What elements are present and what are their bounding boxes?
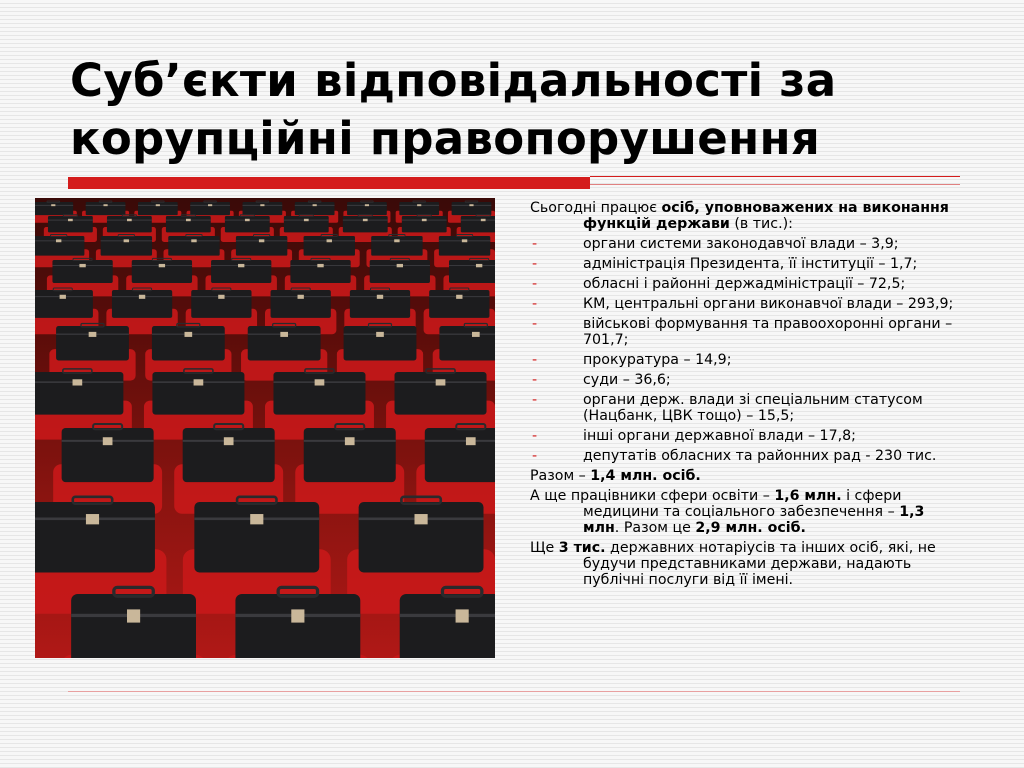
briefcase-handle [204, 201, 217, 202]
briefcase [425, 428, 495, 482]
briefcase-clasp [73, 379, 83, 385]
briefcase-clasp [103, 437, 113, 445]
briefcase-clasp [298, 295, 304, 299]
bullet-dash: - [532, 276, 538, 292]
briefcase-clasp [315, 379, 325, 385]
intro-paragraph [530, 200, 960, 232]
intro-tail: (в тис.): [729, 216, 793, 232]
briefcase-clasp [60, 295, 66, 299]
total-value: 1,4 млн. осіб. [590, 468, 701, 484]
notaries-paragraph [530, 540, 960, 588]
officials-list [530, 236, 960, 464]
list-item-text: прокуратура – 14,9; [583, 352, 732, 368]
notaries-text-2: державних нотаріусів та інших осіб, які, не будучи представниками держави, надають публічні послуги від її імені. [583, 540, 936, 588]
list-item [530, 276, 960, 292]
briefcase-clasp [345, 437, 355, 445]
briefcase-clasp [415, 514, 428, 524]
medicine-count: 1,3 млн [583, 504, 925, 536]
briefcases-on-seats-photo [35, 198, 495, 658]
list-item [530, 296, 960, 312]
list-item [530, 352, 960, 368]
briefcase-clasp [436, 379, 446, 385]
briefcase [359, 502, 484, 573]
briefcase-clasp [208, 204, 212, 206]
briefcase-clasp [260, 204, 264, 206]
briefcase [304, 236, 355, 256]
briefcase-clasp [156, 204, 160, 206]
briefcase [183, 428, 275, 482]
list-item [530, 256, 960, 272]
briefcase-clasp [462, 239, 467, 242]
briefcase-handle [256, 201, 269, 202]
briefcase [343, 216, 388, 232]
briefcase [295, 202, 335, 215]
briefcase [166, 216, 211, 232]
bullet-dash: - [532, 352, 538, 368]
briefcase-handle [361, 201, 374, 202]
footer-rule [68, 691, 960, 692]
bullet-dash: - [532, 296, 538, 312]
briefcase-clasp [185, 332, 193, 337]
briefcase [449, 260, 495, 283]
briefcase-clasp [127, 219, 132, 221]
briefcase [461, 216, 495, 232]
education-count: 1,6 млн. [774, 488, 842, 504]
briefcase-clasp [422, 219, 427, 221]
briefcase [86, 202, 126, 215]
briefcase-flap [425, 440, 495, 442]
briefcase [284, 216, 329, 232]
briefcase-clasp [476, 264, 482, 267]
slide-body [530, 200, 960, 592]
briefcase [35, 236, 84, 256]
briefcase-flap [449, 265, 495, 266]
list-item [530, 428, 960, 444]
briefcase-clasp [139, 295, 145, 299]
briefcase-clasp [245, 219, 250, 221]
briefcase-handle [413, 201, 426, 202]
briefcase-flap [461, 220, 495, 221]
briefcase-clasp [376, 332, 384, 337]
briefcase-clasp [481, 219, 486, 221]
briefcase [48, 216, 93, 232]
title-underline-thin-bottom [590, 184, 960, 185]
notaries-count: 3 тис. [558, 540, 606, 556]
briefcase-clasp [238, 264, 244, 267]
briefcase [225, 216, 270, 232]
briefcase-handle [308, 201, 321, 202]
briefcase-clasp [86, 514, 99, 524]
briefcase [429, 290, 489, 318]
bullet-dash: - [532, 448, 538, 464]
slide-title-line-1: Суб’єкти відповідальності за [70, 54, 837, 107]
briefcase-clasp [89, 332, 97, 337]
briefcase [35, 290, 93, 318]
briefcase-clasp [124, 239, 129, 242]
briefcase-clasp [68, 219, 73, 221]
briefcase-clasp [363, 219, 368, 221]
briefcase [347, 202, 387, 215]
briefcase-clasp [327, 239, 332, 242]
briefcase-clasp [377, 295, 383, 299]
briefcase-clasp [250, 514, 263, 524]
briefcase [35, 202, 73, 215]
briefcase-clasp [79, 264, 85, 267]
briefcase-clasp [51, 204, 55, 206]
briefcase-flap [439, 334, 495, 335]
briefcase [112, 290, 172, 318]
briefcase-clasp [317, 264, 323, 267]
briefcase [52, 260, 112, 283]
list-item-text: суди – 36,6; [583, 372, 671, 388]
briefcase-clasp [291, 609, 304, 622]
briefcase [399, 202, 439, 215]
list-item-text: адміністрація Президента, її інституції – 1,7; [583, 256, 918, 272]
briefcase-clasp [186, 219, 191, 221]
notaries-text-1: Ще [530, 540, 559, 556]
briefcase-clasp [304, 219, 309, 221]
briefcase-clasp [456, 295, 462, 299]
list-item [530, 448, 960, 464]
briefcase-clasp [103, 204, 107, 206]
briefcase [236, 236, 287, 256]
bullet-dash: - [532, 256, 538, 272]
briefcase-clasp [56, 239, 61, 242]
briefcase-clasp [194, 379, 204, 385]
briefcase [211, 260, 271, 283]
briefcase [62, 428, 154, 482]
extra-total: 2,9 млн. осіб. [695, 520, 806, 536]
intro-emphasis: осіб, уповноважених на виконання функцій держави [583, 200, 949, 232]
briefcase [107, 216, 152, 232]
list-item [530, 392, 960, 424]
briefcase [273, 372, 365, 415]
briefcase [344, 326, 417, 360]
briefcase-flap [400, 614, 495, 617]
briefcase [132, 260, 192, 283]
briefcase [35, 502, 155, 573]
extra-text-3: . Разом це [614, 520, 696, 536]
total-text: Разом – [530, 468, 591, 484]
briefcase [370, 260, 430, 283]
briefcase-handle [47, 201, 60, 202]
title-underline-thin-top [590, 176, 960, 177]
extra-text-1: А ще працівники сфери освіти – [530, 488, 775, 504]
briefcase-clasp [191, 239, 196, 242]
briefcase-clasp [313, 204, 317, 206]
briefcase-clasp [259, 239, 264, 242]
bullet-dash: - [532, 428, 538, 444]
briefcase [194, 502, 319, 573]
briefcase [304, 428, 396, 482]
list-item-text: інші органи державної влади – 17,8; [583, 428, 856, 444]
slide-title-line-2: корупційні правопорушення [70, 112, 821, 165]
bullet-dash: - [532, 236, 538, 252]
list-item-text: обласні і районні держадміністрації – 72,5; [583, 276, 906, 292]
briefcase-clasp [224, 437, 234, 445]
briefcase-clasp [469, 204, 473, 206]
extra-text-2: і сфери медицини та соціального забезпечення – [583, 488, 902, 520]
briefcase [452, 202, 492, 215]
briefcase [248, 326, 321, 360]
briefcase-handle [465, 201, 478, 202]
briefcase [439, 326, 495, 360]
briefcase-clasp [466, 437, 476, 445]
list-item-text: КМ, центральні органи виконавчої влади – 293,9; [583, 296, 954, 312]
list-item-text: військові формування та правоохоронні органи – 701,7; [583, 316, 953, 348]
list-item-text: органи системи законодавчої влади – 3,9; [583, 236, 899, 252]
briefcase-clasp [397, 264, 403, 267]
briefcase-handle [152, 201, 165, 202]
briefcase [56, 326, 129, 360]
briefcase [271, 290, 331, 318]
briefcase-clasp [280, 332, 288, 337]
list-item [530, 372, 960, 388]
briefcase [138, 202, 178, 215]
briefcase [71, 594, 196, 658]
list-item-text: органи держ. влади зі спеціальним статусом (Нацбанк, ЦВК тощо) – 15,5; [583, 392, 923, 424]
briefcase [290, 260, 350, 283]
briefcase [168, 236, 219, 256]
briefcase-clasp [394, 239, 399, 242]
briefcase-clasp [127, 609, 140, 622]
slide-title [70, 52, 970, 168]
bullet-dash: - [532, 372, 538, 388]
briefcase-clasp [456, 609, 469, 622]
briefcase [191, 290, 251, 318]
list-item [530, 236, 960, 252]
briefcase [350, 290, 410, 318]
briefcase [152, 372, 244, 415]
briefcase [152, 326, 225, 360]
bullet-dash: - [532, 316, 538, 332]
intro-text: Сьогодні працює [530, 200, 662, 216]
title-underline-bar [68, 177, 590, 189]
briefcase [235, 594, 360, 658]
briefcase [101, 236, 152, 256]
briefcase [35, 372, 123, 415]
list-item-text: депутатів обласних та районних рад - 230 тис. [583, 448, 937, 464]
list-item [530, 316, 960, 348]
briefcase-clasp [218, 295, 224, 299]
briefcase [371, 236, 422, 256]
briefcase [400, 594, 495, 658]
education-medicine-paragraph [530, 488, 960, 536]
briefcase-clasp [472, 332, 480, 337]
briefcase [439, 236, 490, 256]
briefcase-handle [99, 201, 112, 202]
briefcase-clasp [417, 204, 421, 206]
briefcase [402, 216, 447, 232]
bullet-dash: - [532, 392, 538, 408]
briefcase-clasp [159, 264, 165, 267]
briefcase [190, 202, 230, 215]
briefcase [395, 372, 487, 415]
total-paragraph [530, 468, 960, 484]
briefcase-clasp [365, 204, 369, 206]
briefcase [243, 202, 283, 215]
